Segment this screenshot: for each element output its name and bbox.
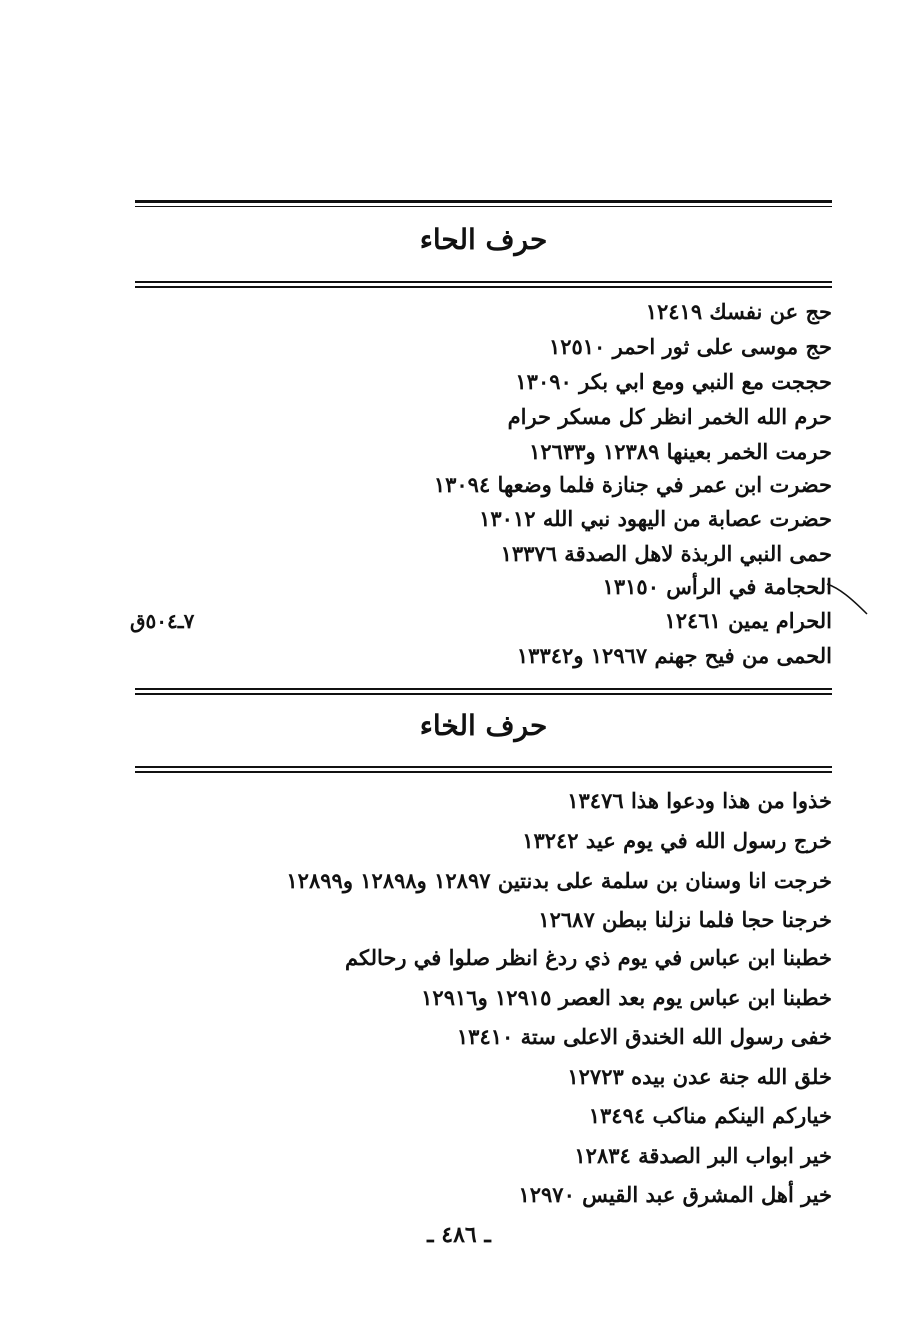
entry: حضرت ابن عمر في جنازة فلما وضعها ١٣٠٩٤ bbox=[433, 472, 832, 497]
entry: خرجنا حجا فلما نزلنا ببطن ١٢٦٨٧ bbox=[538, 907, 832, 932]
entry: خير ابواب البر الصدقة ١٢٨٣٤ bbox=[574, 1143, 832, 1168]
entry: حججت مع النبي ومع ابي بكر ١٣٠٩٠ bbox=[515, 369, 832, 394]
entry: خياركم الينكم مناكب ١٣٤٩٤ bbox=[588, 1103, 832, 1128]
rule-under-heading-ha bbox=[135, 281, 832, 291]
entry: الحجامة في الرأس ١٣١٥٠ bbox=[602, 574, 832, 599]
entry: خرجت انا وسنان بن سلمة على بدنتين ١٢٨٩٧ و١٢٨٩٨ و١٢٨٩٩ bbox=[286, 868, 832, 893]
entry: خلق الله جنة عدن بيده ١٢٧٢٣ bbox=[567, 1064, 832, 1089]
hand-drawn-stroke bbox=[825, 580, 875, 620]
entry: خطبنا ابن عباس يوم بعد العصر ١٢٩١٥ و١٢٩١٦ bbox=[421, 985, 832, 1010]
rule-under-heading-kha bbox=[135, 766, 832, 776]
entry: حمى النبي الربذة لاهل الصدقة ١٣٣٧٦ bbox=[500, 541, 832, 566]
entry: خطبنا ابن عباس في يوم ذي ردغ انظر صلوا في رحالكم bbox=[345, 945, 832, 970]
entry: خير أهل المشرق عبد القيس ١٢٩٧٠ bbox=[518, 1182, 832, 1207]
entry: الحمى من فيح جهنم ١٢٩٦٧ و١٣٣٤٢ bbox=[516, 643, 832, 668]
entry: خرج رسول الله في يوم عيد ١٣٢٤٢ bbox=[522, 828, 832, 853]
entry: حج عن نفسك ١٢٤١٩ bbox=[645, 299, 832, 324]
entry: حضرت عصابة من اليهود نبي الله ١٣٠١٢ bbox=[479, 506, 832, 531]
entry: الحرام يمين ١٢٤٦١ bbox=[664, 608, 832, 633]
section-heading-ha: حرف الحاء bbox=[419, 223, 548, 256]
rule-above-heading-kha bbox=[135, 688, 832, 698]
margin-note: ٧ـ٥٠٤ق bbox=[130, 609, 195, 633]
entry: خذوا من هذا ودعوا هذا ١٣٤٧٦ bbox=[567, 788, 832, 813]
entry: حرمت الخمر بعينها ١٢٣٨٩ و١٢٦٣٣ bbox=[529, 439, 832, 464]
entry: حرم الله الخمر انظر كل مسكر حرام bbox=[507, 404, 832, 429]
entry: خفى رسول الله الخندق الاعلى ستة ١٣٤١٠ bbox=[456, 1024, 832, 1049]
entry: حج موسى على ثور احمر ١٢٥١٠ bbox=[548, 334, 832, 359]
top-rule bbox=[135, 200, 832, 210]
section-heading-kha: حرف الخاء bbox=[419, 709, 548, 742]
page-number: ـ ٤٨٦ ـ bbox=[427, 1222, 491, 1248]
